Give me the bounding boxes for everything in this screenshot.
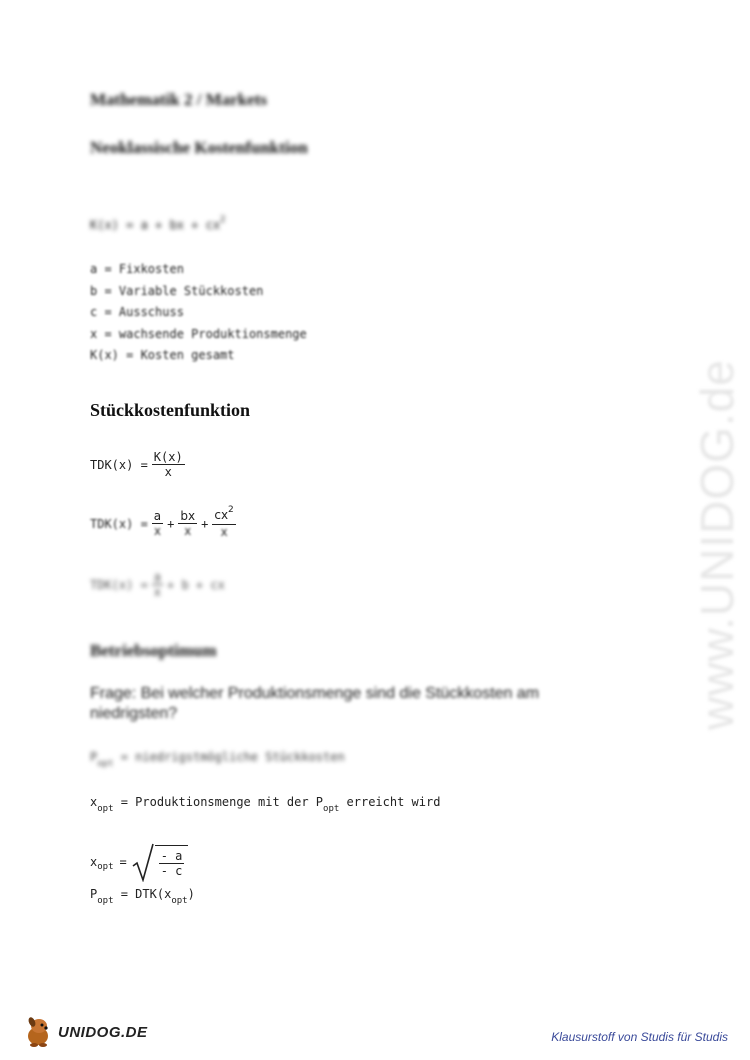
cost-function-formula	[90, 215, 226, 232]
eq3-lhs: TDK(x) =	[90, 577, 148, 592]
logo-text: UNIDOG.DE	[58, 1023, 148, 1041]
eq2-plus1: +	[167, 516, 175, 531]
x-def-sub2: opt	[323, 804, 340, 814]
sqrt-numerator: - a	[160, 848, 183, 863]
eq2-plus2: +	[201, 516, 209, 531]
eq2-term3-num: cx	[214, 508, 229, 522]
definition-item: a = Fixkosten	[90, 262, 184, 276]
eq1-denominator: x	[164, 465, 172, 479]
p-formula-mid: = DTK(x	[120, 887, 172, 901]
footer-logo	[22, 1016, 148, 1048]
eq2-term1-num: a	[153, 509, 162, 523]
eq3-fraction	[152, 570, 163, 599]
definitions-list	[90, 259, 307, 367]
eq2-term3-den: x	[220, 525, 228, 539]
sqrt-fraction	[159, 849, 185, 878]
dog-logo-icon	[22, 1016, 56, 1048]
section-heading-optimum: Betriebsoptimum	[90, 641, 217, 660]
eq2-term2-den: x	[184, 524, 192, 538]
definition-item: x = wachsende Produktionsmenge	[90, 326, 307, 341]
p-formula-sub2: opt	[171, 896, 188, 906]
equation-tdk-1	[90, 450, 189, 479]
x-def-mid: = Produktionsmenge mit der P	[120, 795, 324, 809]
definition-item: c = Ausschuss	[90, 305, 184, 319]
p-formula-sub: opt	[97, 896, 114, 906]
x-formula-sym: x	[90, 855, 98, 869]
eq3-rest: + b + cx	[167, 577, 225, 592]
cost-function-formula-text: K(x) = a + bx + cx	[90, 218, 221, 232]
eq1-numerator: K(x)	[153, 450, 183, 464]
eq3-numerator: a	[153, 570, 162, 584]
p-opt-definition	[90, 750, 345, 769]
watermark-text: www.UNIDOG.de	[691, 359, 743, 730]
p-def-text: = niedrigstmögliche Stückkosten	[120, 750, 345, 764]
x-def-end: erreicht wird	[346, 795, 441, 809]
optimum-question: Frage: Bei welcher Produktionsmenge sind die Stückkosten am niedrigsten?	[90, 685, 540, 722]
eq1-lhs: TDK(x) =	[90, 457, 148, 472]
definition-item: b = Variable Stückkosten	[90, 283, 264, 298]
x-def-sym: x	[90, 795, 98, 809]
section-heading-unit-cost: Stückkostenfunktion	[90, 400, 251, 420]
x-def-sub: opt	[97, 804, 114, 814]
p-def-sym: P	[90, 750, 98, 764]
equation-tdk-3	[90, 570, 225, 599]
sqrt-icon	[131, 842, 155, 882]
x-formula-eq: =	[119, 855, 127, 869]
eq2-term2-num: bx	[180, 509, 196, 523]
eq2-term3	[212, 505, 235, 539]
definition-item: K(x) = Kosten gesamt	[90, 348, 235, 362]
eq3-denominator: x	[153, 585, 162, 599]
cost-function-exponent: 2	[220, 215, 226, 225]
eq2-term1	[152, 509, 163, 538]
eq2-term1-den: x	[153, 524, 162, 538]
section-heading-cost-function: Neoklassische Kostenfunktion	[90, 138, 308, 157]
sqrt-denominator: - c	[160, 863, 183, 878]
eq1-fraction	[152, 450, 185, 479]
p-formula-sym: P	[90, 887, 98, 901]
eq2-term3-exp: 2	[228, 505, 234, 515]
x-formula-sub: opt	[97, 862, 114, 872]
eq2-lhs: TDK(x) =	[90, 516, 148, 531]
eq2-term3-num-wrap	[212, 505, 235, 524]
x-opt-definition	[90, 795, 441, 814]
page-title: Mathematik 2 / Markets	[90, 90, 268, 109]
sqrt-radicand	[155, 845, 189, 878]
equation-tdk-2	[90, 505, 240, 539]
eq2-term2	[178, 509, 197, 538]
p-def-sub: opt	[97, 759, 114, 769]
x-opt-formula	[90, 842, 188, 882]
footer-tagline: Klausurstoff von Studis für Studis	[551, 1030, 728, 1044]
p-opt-formula	[90, 887, 195, 906]
p-formula-end: )	[187, 887, 195, 901]
